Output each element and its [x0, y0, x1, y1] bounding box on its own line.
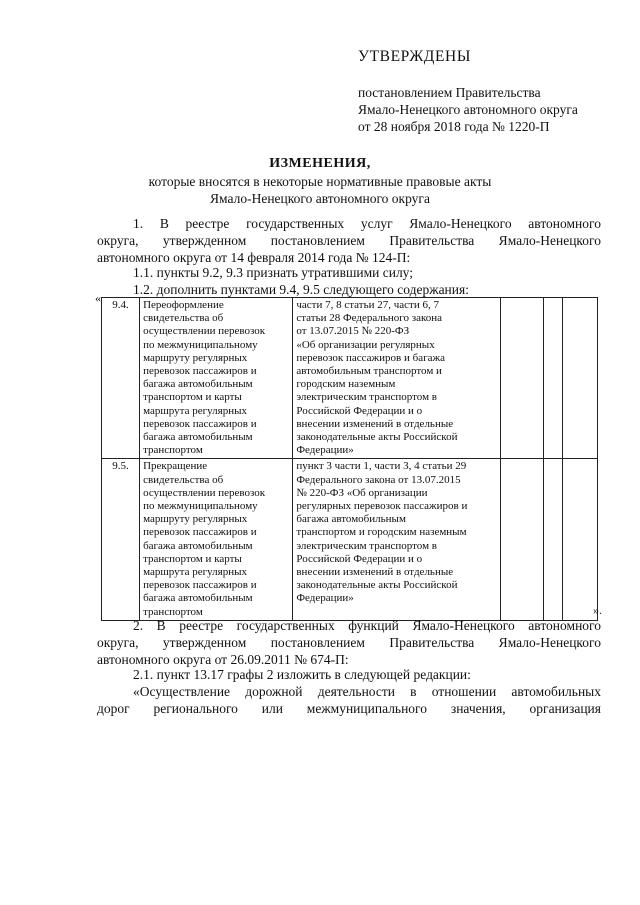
cell-line: свидетельства об	[143, 473, 224, 486]
cell-line: Федерального закона от 13.07.2015	[296, 473, 461, 486]
section-1-line: 1. В реестре государственных услуг Ямало-Ненецкого автономного	[133, 216, 601, 231]
cell-line: перевозок пассажиров и	[143, 417, 257, 430]
cell-line: статьи 28 Федерального закона	[296, 312, 443, 325]
section-2-line: округа, утвержденном постановлением Правительства Ямало-Ненецкого	[97, 635, 601, 650]
section-1-line: автономного округа от 14 февраля 2014 года № 124-П:	[97, 250, 411, 265]
cell-line: транспортом и городским наземным	[296, 526, 467, 539]
registry-table	[101, 297, 598, 621]
cell-line: Прекращение	[143, 460, 208, 473]
approval-line: постановлением Правительства	[358, 85, 541, 100]
legal-basis-cell	[293, 459, 500, 620]
cell-line: маршрута регулярных	[143, 566, 247, 579]
item-2-1: 2.1. пункт 13.17 графы 2 изложить в следующей редакции:	[133, 667, 471, 682]
cell-line: перевозок пассажиров и	[143, 579, 257, 592]
cell-line: маршруту регулярных	[143, 513, 248, 526]
item-1-2: 1.2. дополнить пунктами 9.4, 9.5 следующего содержания:	[133, 282, 469, 297]
cell-line: транспортом и карты	[143, 391, 242, 404]
cell-line: маршрута регулярных	[143, 404, 247, 417]
cell-line: багажа автомобильным	[143, 539, 253, 552]
cell-line: перевозок пассажиров и	[143, 365, 257, 378]
cell-line: «Об организации регулярных	[296, 338, 435, 351]
cell-line: от 13.07.2015 № 220-ФЗ	[296, 325, 410, 338]
empty-cell	[500, 459, 543, 620]
section-1-paragraph	[97, 215, 601, 266]
cell-line: осуществлении перевозок	[143, 486, 266, 499]
quote-line: «Осуществление дорожной деятельности в отношении автомобильных	[133, 684, 601, 699]
cell-line: № 220-ФЗ «Об организации	[296, 486, 428, 499]
cell-line: маршруту регулярных	[143, 351, 248, 364]
empty-cell	[562, 298, 597, 459]
approved-heading: УТВЕРЖДЕНЫ	[358, 48, 471, 65]
cell-line: багажа автомобильным	[143, 592, 253, 605]
section-2-quote	[97, 683, 601, 717]
empty-cell	[543, 459, 562, 620]
cell-line: автомобильным транспортом и	[296, 365, 442, 378]
empty-cell	[500, 298, 543, 459]
quote-close-mark: ».	[593, 603, 602, 617]
row-number: 9.4.	[102, 298, 140, 459]
section-2-line: 2. В реестре государственных функций Ямало-Ненецкого автономного	[133, 618, 601, 633]
cell-line: транспортом	[143, 605, 203, 618]
item-1-1: 1.1. пункты 9.2, 9.3 признать утратившими силу;	[133, 265, 413, 280]
cell-line: багажа автомобильным	[143, 431, 253, 444]
subtitle-line: Ямало-Ненецкого автономного округа	[210, 191, 430, 206]
cell-line: Переоформление	[143, 299, 224, 311]
cell-line: Федерации»	[296, 444, 354, 457]
cell-line: перевозок пассажиров и	[143, 526, 257, 539]
cell-line: электрическим транспортом в	[296, 539, 437, 552]
cell-line: внесении изменений в отдельные	[296, 417, 454, 430]
cell-line: по межмуниципальному	[143, 500, 258, 513]
service-name-cell	[140, 298, 293, 459]
cell-line: свидетельства об	[143, 312, 224, 325]
section-2-paragraph	[97, 617, 601, 668]
cell-line: багажа автомобильным	[296, 513, 406, 526]
cell-line: Федерации»	[296, 592, 354, 605]
cell-line: осуществлении перевозок	[143, 325, 266, 338]
quote-line: дорог регионального или межмуниципального значения, организация	[97, 701, 601, 716]
cell-line: законодательные акты Российской	[296, 579, 458, 592]
document-subtitle	[0, 173, 640, 207]
cell-line: городским наземным	[296, 378, 396, 391]
section-2-line: автономного округа от 26.09.2011 № 674-П:	[97, 652, 349, 667]
cell-line: электрическим транспортом в	[296, 391, 437, 404]
cell-line: транспортом	[143, 444, 203, 457]
cell-line: перевозок пассажиров и багажа	[296, 351, 445, 364]
service-name-cell	[140, 459, 293, 620]
subtitle-line: которые вносятся в некоторые нормативные правовые акты	[148, 174, 492, 189]
cell-line: пункт 3 части 1, части 3, 4 статьи 29	[296, 460, 467, 473]
section-1-line: округа, утвержденном постановлением Правительства Ямало-Ненецкого	[97, 233, 601, 248]
cell-line: внесении изменений в отдельные	[296, 566, 454, 579]
legal-basis-cell	[293, 298, 500, 459]
approval-block	[358, 84, 578, 135]
cell-line: транспортом и карты	[143, 552, 242, 565]
cell-line: по межмуниципальному	[143, 338, 258, 351]
cell-line: Российской Федерации и о	[296, 404, 423, 417]
empty-cell	[543, 298, 562, 459]
cell-line: части 7, 8 статьи 27, части 6, 7	[296, 299, 439, 311]
cell-line: законодательные акты Российской	[296, 431, 458, 444]
cell-line: багажа автомобильным	[143, 378, 253, 391]
cell-line: регулярных перевозок пассажиров и	[296, 500, 468, 513]
table-row	[102, 459, 598, 620]
row-number: 9.5.	[102, 459, 140, 620]
table-row	[102, 298, 598, 459]
cell-line: Российской Федерации и о	[296, 552, 423, 565]
document-title: ИЗМЕНЕНИЯ,	[269, 156, 371, 171]
approval-line: Ямало-Ненецкого автономного округа	[358, 102, 578, 117]
approval-line: от 28 ноября 2018 года № 1220-П	[358, 119, 550, 134]
empty-cell	[562, 459, 597, 620]
quote-open-mark: «	[95, 291, 101, 305]
